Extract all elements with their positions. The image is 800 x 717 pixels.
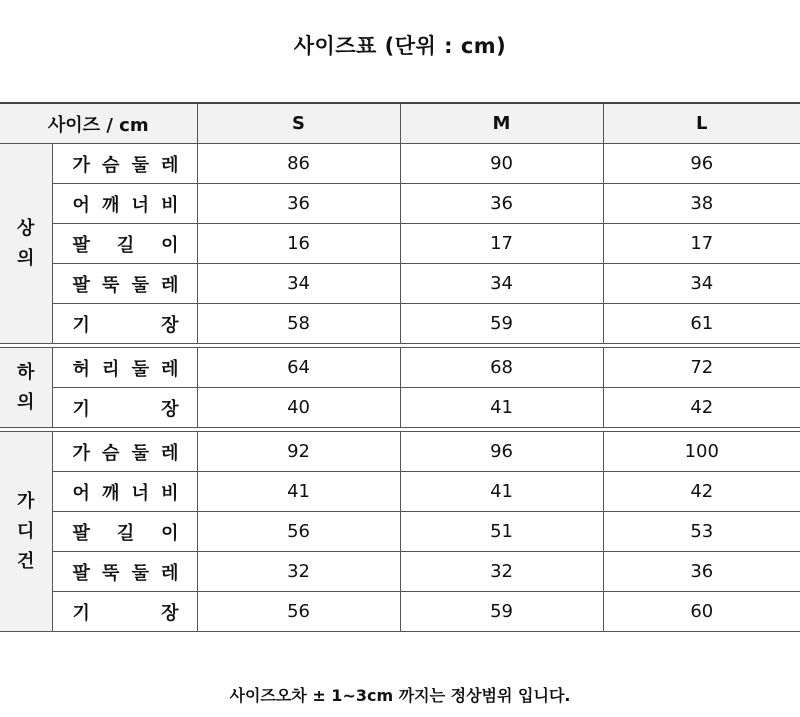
group-label-char: 상 bbox=[17, 217, 35, 239]
measure-label-char: 뚝 bbox=[102, 562, 120, 584]
measure-label bbox=[52, 264, 197, 304]
size-header-l: L bbox=[603, 103, 800, 144]
measure-label-text bbox=[73, 191, 179, 217]
group-label-char: 의 bbox=[17, 391, 35, 413]
measure-label-char: 리 bbox=[102, 358, 120, 380]
measure-label-char: 허 bbox=[72, 358, 90, 380]
measure-label-char: 이 bbox=[161, 234, 179, 256]
group-label-char: 가 bbox=[17, 490, 35, 512]
measure-label-char: 너 bbox=[131, 194, 149, 216]
measure-label-text bbox=[73, 355, 179, 381]
measure-label-text bbox=[73, 395, 179, 421]
size-table bbox=[0, 102, 800, 632]
measure-value-m: 36 bbox=[400, 184, 603, 224]
table-row bbox=[0, 432, 800, 472]
measure-label-char: 어 bbox=[72, 482, 90, 504]
measure-label-char: 길 bbox=[116, 234, 135, 256]
table-row bbox=[0, 304, 800, 344]
measure-value-l: 96 bbox=[603, 144, 800, 184]
measure-label-char: 슴 bbox=[102, 154, 120, 176]
measure-label-char: 둘 bbox=[131, 274, 149, 296]
measure-label-char: 깨 bbox=[102, 194, 120, 216]
table-row bbox=[0, 388, 800, 428]
measure-label bbox=[52, 388, 197, 428]
measure-label-char: 둘 bbox=[131, 358, 149, 380]
measure-value-m: 17 bbox=[400, 224, 603, 264]
measure-value-s: 36 bbox=[197, 184, 400, 224]
page-title: 사이즈표 (단위 : cm) bbox=[293, 34, 507, 58]
table-row bbox=[0, 144, 800, 184]
measure-label bbox=[52, 552, 197, 592]
group-label bbox=[0, 432, 52, 632]
measure-label-char: 레 bbox=[161, 442, 179, 464]
measure-label bbox=[52, 348, 197, 388]
measure-label-char: 팔 bbox=[72, 274, 90, 296]
measure-label-char: 가 bbox=[72, 154, 90, 176]
measure-value-s: 32 bbox=[197, 552, 400, 592]
table-row bbox=[0, 348, 800, 388]
measure-label-char: 둘 bbox=[131, 154, 149, 176]
measure-label-text bbox=[73, 231, 179, 257]
group-label-char: 디 bbox=[17, 520, 35, 542]
measure-value-m: 59 bbox=[400, 304, 603, 344]
measure-label-text bbox=[73, 151, 179, 177]
measure-value-l: 60 bbox=[603, 592, 800, 632]
measure-label-text bbox=[73, 439, 179, 465]
measure-label-char: 길 bbox=[116, 522, 135, 544]
measure-label bbox=[52, 592, 197, 632]
measure-label-char: 팔 bbox=[72, 562, 90, 584]
measure-label-char: 팔 bbox=[72, 522, 90, 544]
measure-value-m: 68 bbox=[400, 348, 603, 388]
measure-value-s: 92 bbox=[197, 432, 400, 472]
measure-label-char: 너 bbox=[131, 482, 149, 504]
measure-value-l: 38 bbox=[603, 184, 800, 224]
measure-label-text bbox=[73, 519, 179, 545]
measure-value-m: 34 bbox=[400, 264, 603, 304]
measure-value-s: 64 bbox=[197, 348, 400, 388]
size-header-s: S bbox=[197, 103, 400, 144]
table-row bbox=[0, 224, 800, 264]
size-header-m: M bbox=[400, 103, 603, 144]
corner-header: 사이즈 / cm bbox=[0, 103, 197, 144]
measure-label-text bbox=[73, 311, 179, 337]
measure-label-char: 레 bbox=[161, 274, 179, 296]
measure-value-l: 36 bbox=[603, 552, 800, 592]
measure-value-m: 41 bbox=[400, 472, 603, 512]
measure-label-char: 레 bbox=[161, 562, 179, 584]
measure-label-text bbox=[73, 271, 179, 297]
header-row bbox=[0, 103, 800, 144]
measure-value-l: 42 bbox=[603, 472, 800, 512]
measure-label bbox=[52, 304, 197, 344]
measure-value-m: 51 bbox=[400, 512, 603, 552]
measure-label-char: 깨 bbox=[102, 482, 120, 504]
measure-label-char: 팔 bbox=[72, 234, 90, 256]
measure-value-l: 34 bbox=[603, 264, 800, 304]
group-label bbox=[0, 348, 52, 428]
tolerance-note: 사이즈오차 ± 1~3cm 까지는 정상범위 입니다. bbox=[229, 686, 571, 705]
measure-label-char: 기 bbox=[72, 602, 90, 624]
measure-label-char: 장 bbox=[161, 314, 179, 336]
table-row bbox=[0, 184, 800, 224]
measure-label-char: 둘 bbox=[131, 562, 149, 584]
measure-value-s: 58 bbox=[197, 304, 400, 344]
measure-label-char: 장 bbox=[161, 602, 179, 624]
measure-value-s: 86 bbox=[197, 144, 400, 184]
measure-value-s: 56 bbox=[197, 592, 400, 632]
measure-value-m: 96 bbox=[400, 432, 603, 472]
measure-label-char: 장 bbox=[161, 398, 179, 420]
measure-label bbox=[52, 144, 197, 184]
measure-value-m: 59 bbox=[400, 592, 603, 632]
measure-label-char: 가 bbox=[72, 442, 90, 464]
table-row bbox=[0, 472, 800, 512]
measure-value-s: 34 bbox=[197, 264, 400, 304]
measure-label-char: 비 bbox=[161, 482, 179, 504]
measure-label-char: 이 bbox=[161, 522, 179, 544]
measure-label-char: 슴 bbox=[102, 442, 120, 464]
measure-label-text bbox=[73, 479, 179, 505]
measure-value-s: 56 bbox=[197, 512, 400, 552]
measure-value-l: 72 bbox=[603, 348, 800, 388]
measure-value-m: 32 bbox=[400, 552, 603, 592]
measure-label-char: 뚝 bbox=[102, 274, 120, 296]
table-row bbox=[0, 264, 800, 304]
measure-value-m: 90 bbox=[400, 144, 603, 184]
group-label-char: 건 bbox=[17, 550, 35, 572]
measure-label bbox=[52, 472, 197, 512]
measure-label bbox=[52, 224, 197, 264]
measure-value-s: 16 bbox=[197, 224, 400, 264]
table-row bbox=[0, 592, 800, 632]
measure-value-m: 41 bbox=[400, 388, 603, 428]
measure-label-char: 레 bbox=[161, 358, 179, 380]
measure-label-text bbox=[73, 599, 179, 625]
measure-value-s: 41 bbox=[197, 472, 400, 512]
measure-value-s: 40 bbox=[197, 388, 400, 428]
measure-value-l: 17 bbox=[603, 224, 800, 264]
measure-label bbox=[52, 512, 197, 552]
measure-value-l: 100 bbox=[603, 432, 800, 472]
measure-label bbox=[52, 432, 197, 472]
group-label-char: 하 bbox=[17, 361, 35, 383]
measure-value-l: 53 bbox=[603, 512, 800, 552]
group-label-char: 의 bbox=[17, 247, 35, 269]
measure-value-l: 61 bbox=[603, 304, 800, 344]
group-label bbox=[0, 144, 52, 344]
measure-label-text bbox=[73, 559, 179, 585]
measure-label-char: 기 bbox=[72, 314, 90, 336]
measure-label-char: 레 bbox=[161, 154, 179, 176]
measure-label-char: 비 bbox=[161, 194, 179, 216]
measure-label bbox=[52, 184, 197, 224]
table-row bbox=[0, 552, 800, 592]
table-row bbox=[0, 512, 800, 552]
measure-label-char: 어 bbox=[72, 194, 90, 216]
measure-label-char: 둘 bbox=[131, 442, 149, 464]
measure-value-l: 42 bbox=[603, 388, 800, 428]
measure-label-char: 기 bbox=[72, 398, 90, 420]
